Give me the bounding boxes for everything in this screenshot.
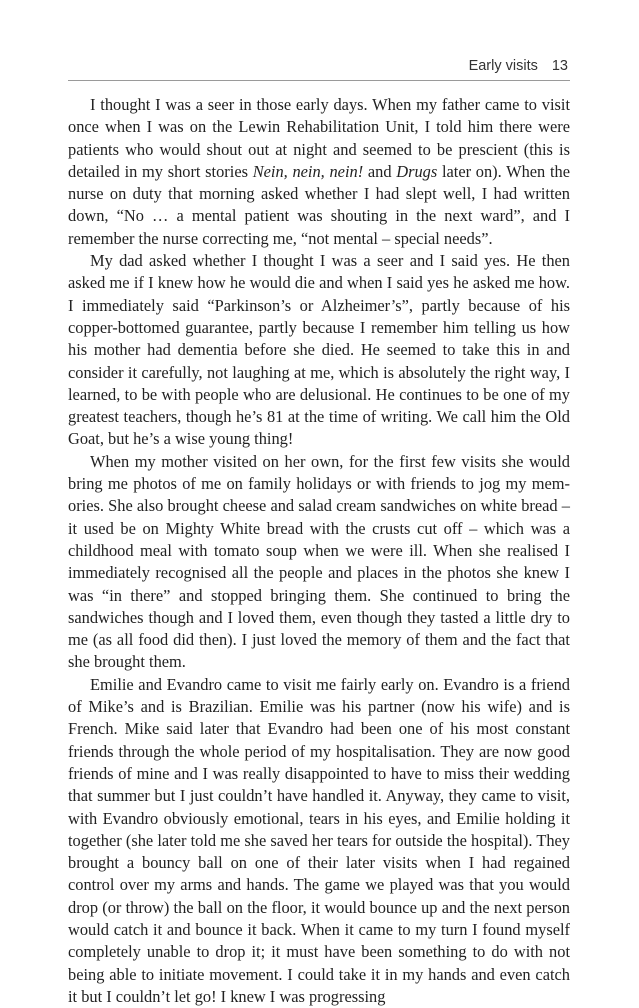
paragraph-1 <box>68 94 570 250</box>
chapter-title: Early visits <box>468 58 538 74</box>
segment: and <box>363 161 397 181</box>
segment: When my mother visited on her own, for the first few visits she would bring me photos of me on family holidays or with friends to jog my memories. She also brought cheese and salad cream sandwiches on white bread – it used be on Mighty White bread with the crusts cut off – which was a childhood meal with tomato soup when we were ill. When she realised I immediately recognised all the people and places in the photos she knew I was “in there” and stopped bringing them. She continued to bring the sandwiches though and I loved them, even though they tasted a little dry to me (as all food did then). I just loved the memory of them and the fact that she brought them. <box>68 451 570 672</box>
running-header <box>68 56 570 81</box>
body-text <box>68 94 570 1008</box>
segment: My dad asked whether I thought I was a seer and I said yes. He then asked me if I knew how he would die and when I said yes he asked me how. I immediately said “Parkinson’s or Alzheimer’s”, partly because of his copper-bottomed guarantee, partly because I remember him telling us how his mother had dementia before she died. He seemed to take this in and consider it carefully, not laughing at me, which is absolutely the right way, I learned, to be with people who are delusional. He continues to be one of my greatest teachers, though he’s 81 at the time of writing. We call him the Old Goat, but he’s a wise young thing! <box>68 251 570 449</box>
page-number: 13 <box>551 58 568 74</box>
story-title-nein: Nein, nein, nein! <box>252 161 364 181</box>
header-inner <box>469 58 568 74</box>
segment: later on). When the nurse on duty that morning asked whether I had slept well, I had written down, “No … a mental patient was shouting in the next ward”, and I remember the nurse correcting me, “not mental – special needs”. <box>68 161 570 248</box>
paragraph-3 <box>68 451 570 674</box>
segment: Emilie and Evandro came to visit me fairly early on. Evandro is a friend of Mike’s and is Brazilian. Emilie was his partner (now his wife) and is French. Mike said later that Evandro had been one of his most constant friends through the whole period of my hospitalisation. They are now good friends of mine and I was really disappointed to have to miss their wedding that summer but I just couldn’t have handled it. Anyway, they came to visit, with Evandro obviously emotional, tears in his eyes, and Emilie holding it together (she later told me she saved her tears for outside the hospital). They brought a bouncy ball on one of their later visits when I had regained control over my arms and hands. The game we played was that you would drop (or throw) the ball on the floor, it would bounce up and the next person would catch it and bounce it back. When it came to my turn I found myself completely unable to drop it; it must have been something to do with not being able to initiate movement. I could take it in my hands and even catch it but I couldn’t let go! I knew I was progressing <box>68 674 570 1006</box>
paragraph-4 <box>68 674 570 1008</box>
story-title-drugs: Drugs <box>396 161 438 181</box>
paragraph-2 <box>68 250 570 451</box>
segment: I thought I was a seer in those early days. When my father came to visit once when I was on the Lewin Rehabilitation Unit, I told him there were patients who would shout out at night and seemed to be prescient (this is detailed in my short stories <box>68 95 570 181</box>
